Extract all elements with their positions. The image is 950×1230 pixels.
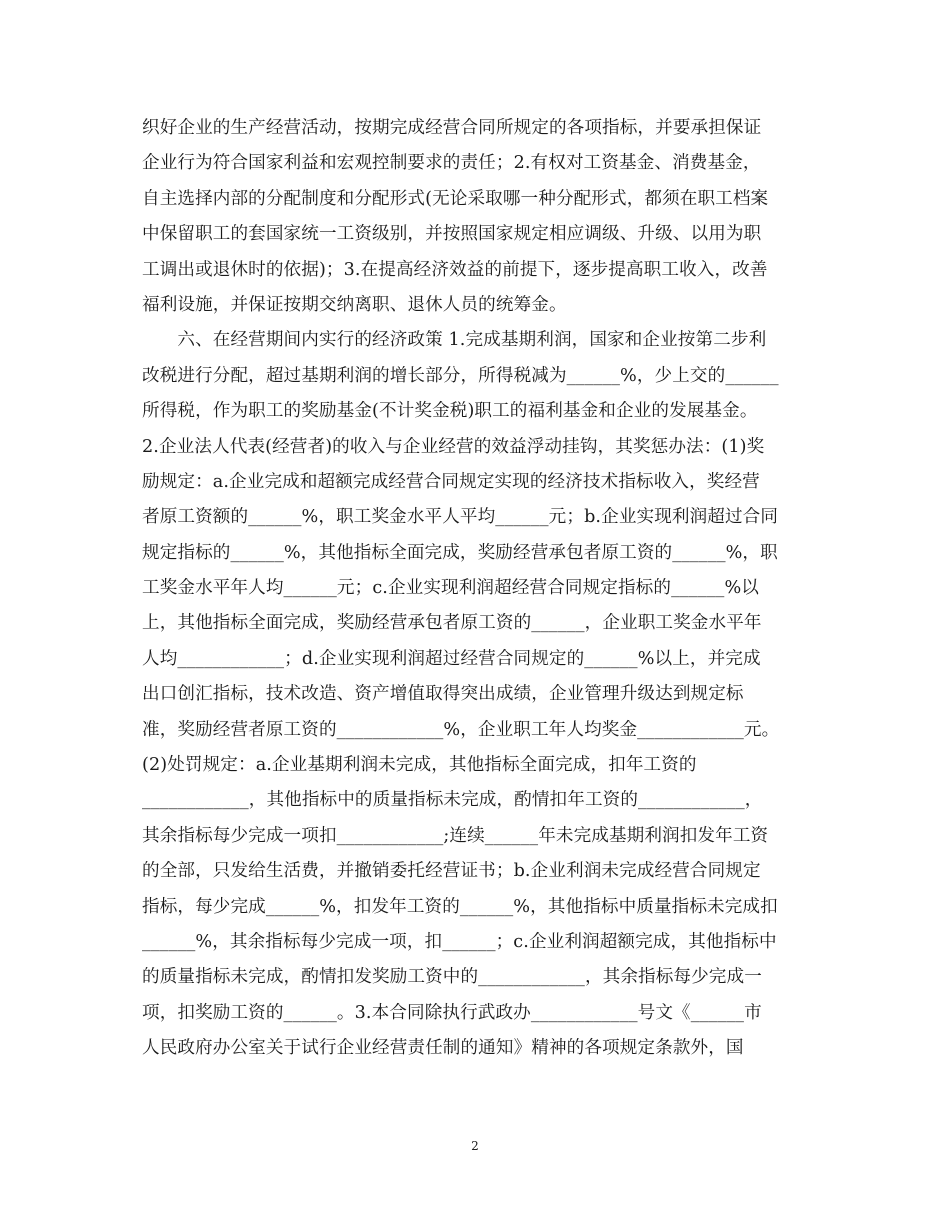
text-line: 励规定：a.企业完成和超额完成经营合同规定实现的经济技术指标收入，奖经营 <box>142 471 760 492</box>
text-line: 的全部，只发给生活费，并撤销委托经营证书；b.企业利润未完成经营合同规定 <box>142 861 761 882</box>
text-line: 企业行为符合国家利益和宏观控制要求的责任；2.有权对工资基金、消费基金， <box>142 153 761 174</box>
text-line: 人均____________；d.企业实现利润超过经营合同规定的______%以上，并完成 <box>142 648 761 669</box>
text-line: 2.企业法人代表(经营者)的收入与企业经营的效益浮动挂钩，其奖惩办法：(1)奖 <box>142 436 765 457</box>
text-line: 其余指标每少完成一项扣____________;连续______年未完成基期利润扣发年工资 <box>142 825 769 846</box>
text-line: 工调出或退休时的依据)；3.在提高经济效益的前提下，逐步提高职工收入，改善 <box>142 259 768 280</box>
text-line: 指标，每少完成______%，扣发年工资的______%，其他指标中质量指标未完成扣 <box>142 896 778 917</box>
paragraph-rights <box>142 111 822 323</box>
page-number: 2 <box>471 1139 479 1153</box>
text-line: 所得税，作为职工的奖励基金(不计奖金税)职工的福利基金和企业的发展基金。 <box>142 401 758 422</box>
text-line: ____________，其他指标中的质量指标未完成，酌情扣年工资的____________， <box>142 790 763 811</box>
text-line: 准，奖励经营者原工资的____________%，企业职工年人均奖金____________元。 <box>142 719 780 740</box>
text-line: 福利设施，并保证按期交纳离职、退休人员的统筹金。 <box>142 294 567 315</box>
text-line: 工奖金水平年人均______元；c.企业实现利润超经营合同规定指标的______%以 <box>142 578 759 599</box>
text-line: 上，其他指标全面完成，奖励经营承包者原工资的______，企业职工奖金水平年 <box>142 613 762 634</box>
text-line: 者原工资额的______%，职工奖金水平人平均______元；b.企业实现利润超过合同 <box>142 507 779 528</box>
text-line: 织好企业的生产经营活动，按期完成经营合同所规定的各项指标，并要承担保证 <box>142 118 762 138</box>
text-line: 中保留职工的套国家统一工资级别，并按照国家规定相应调级、升级、以用为职 <box>142 224 762 245</box>
text-line: 项，扣奖励工资的______。3.本合同除执行武政办____________号文《______市 <box>142 1002 762 1023</box>
text-line: 六、在经营期间内实行的经济政策 1.完成基期利润，国家和企业按第二步利 <box>142 330 767 351</box>
text-line: 改税进行分配，超过基期利润的增长部分，所得税减为______%，少上交的______ <box>142 365 779 386</box>
paragraph-economic-policy <box>142 323 822 1066</box>
text-line: 出口创汇指标，技术改造、资产增值取得突出成绩，企业管理升级达到规定标 <box>142 684 744 705</box>
text-line: 规定指标的______%，其他指标全面完成，奖励经营承包者原工资的______%，职 <box>142 542 778 563</box>
document-body <box>142 111 822 1067</box>
text-line: 人民政府办公室关于试行企业经营责任制的通知》精神的各项规定条款外，国 <box>142 1038 744 1059</box>
text-line: (2)处罚规定：a.企业基期利润未完成，其他指标全面完成，扣年工资的 <box>142 755 697 776</box>
text-line: 的质量指标未完成，酌情扣发奖励工资中的____________，其余指标每少完成一 <box>142 967 762 988</box>
text-line: 自主选择内部的分配制度和分配形式(无论采取哪一种分配形式，都须在职工档案 <box>142 188 769 209</box>
text-line: ______%，其余指标每少完成一项，扣______；c.企业利润超额完成，其他指标中 <box>142 931 777 952</box>
